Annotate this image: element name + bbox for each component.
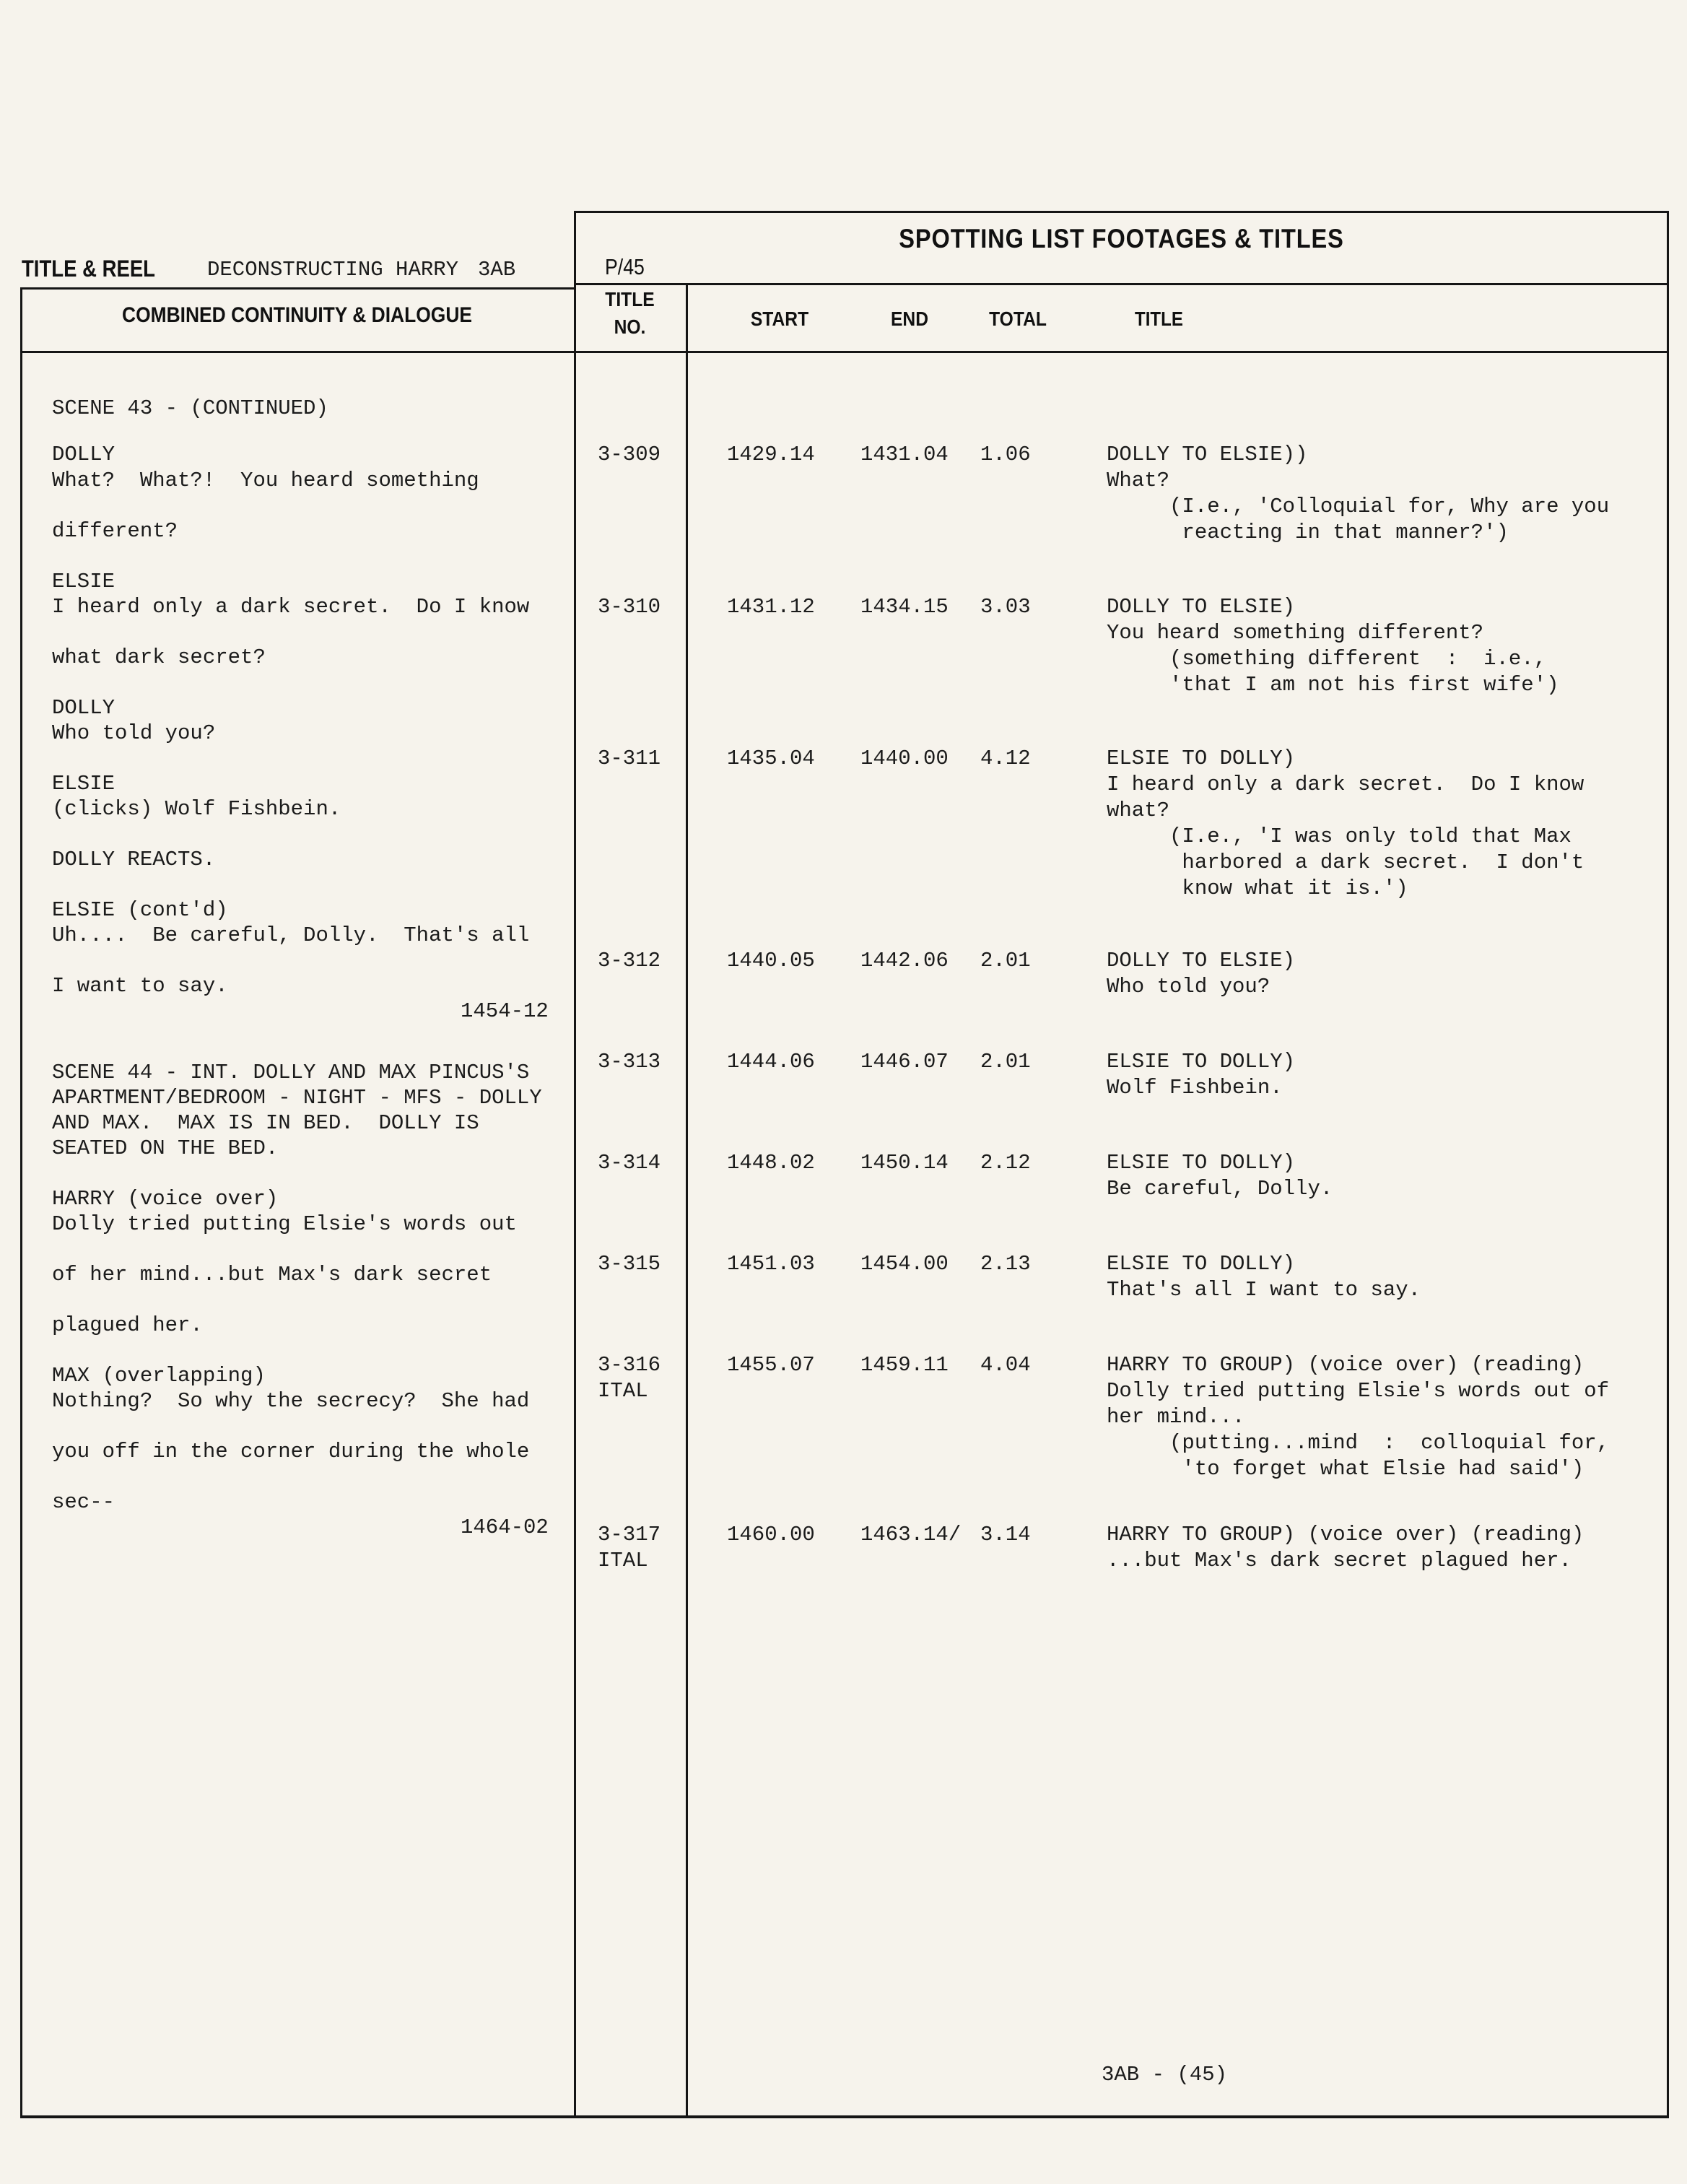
cue-total-footage: 4.04 (980, 1353, 1031, 1377)
cue-title-line: (I.e., 'Colloquial for, Why are you (1107, 495, 1610, 518)
cue-title-line: what? (1107, 799, 1170, 822)
dialogue-line: What? What?! You heard something (52, 469, 479, 492)
column-divider-titleno (686, 283, 688, 2118)
scene-43-heading: SCENE 43 - (CONTINUED) (52, 396, 328, 420)
cue-total-footage: 2.01 (980, 1050, 1031, 1074)
left-box-top-rule (20, 287, 574, 290)
cue-start-footage: 1440.05 (727, 949, 815, 973)
cue-start-footage: 1460.00 (727, 1523, 815, 1546)
cue-number: 3-317 (598, 1523, 661, 1546)
cue-start-footage: 1448.02 (727, 1151, 815, 1175)
dialogue-line: I want to say. (52, 974, 228, 998)
cue-title-line: 'to forget what Elsie had said') (1107, 1457, 1584, 1481)
cue-title-line: Wolf Fishbein. (1107, 1076, 1283, 1100)
cue-total-footage: 3.03 (980, 595, 1031, 619)
cue-start-footage: 1435.04 (727, 747, 815, 770)
cue-ital-flag: ITAL (598, 1379, 648, 1403)
cue-title-line: Who told you? (1107, 975, 1270, 999)
dialogue-line: you off in the corner during the whole (52, 1440, 530, 1463)
cue-ital-flag: ITAL (598, 1549, 648, 1572)
cue-title-line: I heard only a dark secret. Do I know (1107, 773, 1584, 796)
cue-number: 3-309 (598, 443, 661, 466)
cue-total-footage: 2.12 (980, 1151, 1031, 1175)
dialogue-line: Dolly tried putting Elsie's words out (52, 1212, 517, 1236)
character-cue: ELSIE (52, 570, 115, 593)
banner-bottom-rule (574, 283, 1669, 285)
cue-title-line: ELSIE TO DOLLY) (1107, 747, 1296, 770)
title-no-header-line1: TITLE (605, 288, 655, 310)
cue-title-line: ELSIE TO DOLLY) (1107, 1151, 1296, 1175)
dialogue-line: I heard only a dark secret. Do I know (52, 595, 530, 619)
cue-start-footage: 1431.12 (727, 595, 815, 619)
page-code: P/45 (605, 254, 645, 279)
end-header: END (890, 308, 929, 330)
dialogue-line: Uh.... Be careful, Dolly. That's all (52, 923, 530, 947)
cue-title-line: Be careful, Dolly. (1107, 1177, 1333, 1201)
cue-total-footage: 2.13 (980, 1252, 1031, 1276)
reel-number: 3AB (478, 258, 516, 282)
cue-title-line: ...but Max's dark secret plagued her. (1107, 1549, 1572, 1572)
footer-page-ref: 3AB - (45) (1102, 2063, 1228, 2087)
cue-number: 3-313 (598, 1050, 661, 1074)
title-header: TITLE (1135, 308, 1183, 330)
scene-44-heading: APARTMENT/BEDROOM - NIGHT - MFS - DOLLY (52, 1086, 542, 1110)
cue-total-footage: 4.12 (980, 747, 1031, 770)
cue-number: 3-314 (598, 1151, 661, 1175)
cue-title-line: reacting in that manner?') (1107, 521, 1509, 544)
cue-total-footage: 1.06 (980, 443, 1031, 466)
scene-44-heading: AND MAX. MAX IS IN BED. DOLLY IS (52, 1111, 479, 1135)
cue-number: 3-310 (598, 595, 661, 619)
cue-title-line: HARRY TO GROUP) (voice over) (reading) (1107, 1523, 1584, 1546)
total-header: TOTAL (989, 308, 1047, 330)
dialogue-line: Who told you? (52, 721, 216, 745)
cue-end-footage: 1440.00 (860, 747, 949, 770)
character-cue: ELSIE (cont'd) (52, 898, 228, 922)
title-no-header-line2: NO. (614, 316, 646, 338)
cue-title-line: Dolly tried putting Elsie's words out of (1107, 1379, 1610, 1403)
cue-end-footage: 1450.14 (860, 1151, 949, 1175)
cue-title-line: ELSIE TO DOLLY) (1107, 1252, 1296, 1276)
cue-total-footage: 2.01 (980, 949, 1031, 973)
cue-title-line: (putting...mind : colloquial for, (1107, 1431, 1610, 1455)
cue-number: 3-312 (598, 949, 661, 973)
page-title: SPOTTING LIST FOOTAGES & TITLES (899, 224, 1344, 253)
cue-number: 3-311 (598, 747, 661, 770)
character-cue: DOLLY (52, 443, 115, 466)
dialogue-line: sec-- (52, 1490, 115, 1514)
dialogue-line: plagued her. (52, 1313, 203, 1337)
cue-start-footage: 1429.14 (727, 443, 815, 466)
cue-title-line: her mind... (1107, 1405, 1245, 1429)
cue-title-line: (I.e., 'I was only told that Max (1107, 825, 1572, 848)
scene-44-heading: SCENE 44 - INT. DOLLY AND MAX PINCUS'S (52, 1061, 530, 1084)
cue-start-footage: 1444.06 (727, 1050, 815, 1074)
cue-start-footage: 1455.07 (727, 1353, 815, 1377)
cue-end-footage: 1463.14/ (860, 1523, 962, 1546)
cue-title-line: DOLLY TO ELSIE) (1107, 595, 1296, 619)
cue-title-line: HARRY TO GROUP) (voice over) (reading) (1107, 1353, 1584, 1377)
scene-44-heading: SEATED ON THE BED. (52, 1136, 279, 1160)
action-line: DOLLY REACTS. (52, 848, 216, 871)
scene-end-footage: 1464-02 (461, 1515, 549, 1539)
header-bottom-rule (20, 351, 1669, 353)
character-cue: DOLLY (52, 696, 115, 720)
character-cue: ELSIE (52, 772, 115, 796)
cue-title-line: 'that I am not his first wife') (1107, 673, 1559, 697)
character-cue: MAX (overlapping) (52, 1364, 266, 1388)
cue-end-footage: 1434.15 (860, 595, 949, 619)
title-reel-label: TITLE & REEL (22, 256, 155, 282)
column-divider-main (574, 211, 576, 2118)
cue-title-line: harbored a dark secret. I don't (1107, 850, 1584, 874)
left-column-header: COMBINED CONTINUITY & DIALOGUE (122, 303, 472, 327)
dialogue-line: different? (52, 519, 178, 543)
table-bottom-rule (20, 2115, 1669, 2118)
right-box-top-rule (574, 211, 1669, 213)
cue-end-footage: 1446.07 (860, 1050, 949, 1074)
cue-end-footage: 1454.00 (860, 1252, 949, 1276)
cue-end-footage: 1459.11 (860, 1353, 949, 1377)
cue-number: 3-315 (598, 1252, 661, 1276)
cue-title-line: DOLLY TO ELSIE)) (1107, 443, 1308, 466)
dialogue-line: of her mind...but Max's dark secret (52, 1263, 492, 1287)
film-title: DECONSTRUCTING HARRY (207, 258, 459, 282)
right-border (1667, 211, 1669, 2118)
left-border (20, 287, 22, 2118)
cue-title-line: know what it is.') (1107, 876, 1408, 900)
start-header: START (750, 308, 809, 330)
cue-start-footage: 1451.03 (727, 1252, 815, 1276)
cue-total-footage: 3.14 (980, 1523, 1031, 1546)
cue-title-line: (something different : i.e., (1107, 647, 1547, 671)
scene-end-footage: 1454-12 (461, 999, 549, 1023)
cue-title-line: You heard something different? (1107, 621, 1484, 645)
cue-end-footage: 1431.04 (860, 443, 949, 466)
cue-end-footage: 1442.06 (860, 949, 949, 973)
cue-title-line: What? (1107, 469, 1170, 492)
cue-title-line: That's all I want to say. (1107, 1278, 1421, 1302)
dialogue-line: what dark secret? (52, 645, 266, 669)
cue-number: 3-316 (598, 1353, 661, 1377)
dialogue-line: Nothing? So why the secrecy? She had (52, 1389, 530, 1413)
cue-title-line: DOLLY TO ELSIE) (1107, 949, 1296, 973)
cue-title-line: ELSIE TO DOLLY) (1107, 1050, 1296, 1074)
character-cue: HARRY (voice over) (52, 1187, 279, 1211)
dialogue-line: (clicks) Wolf Fishbein. (52, 797, 341, 821)
